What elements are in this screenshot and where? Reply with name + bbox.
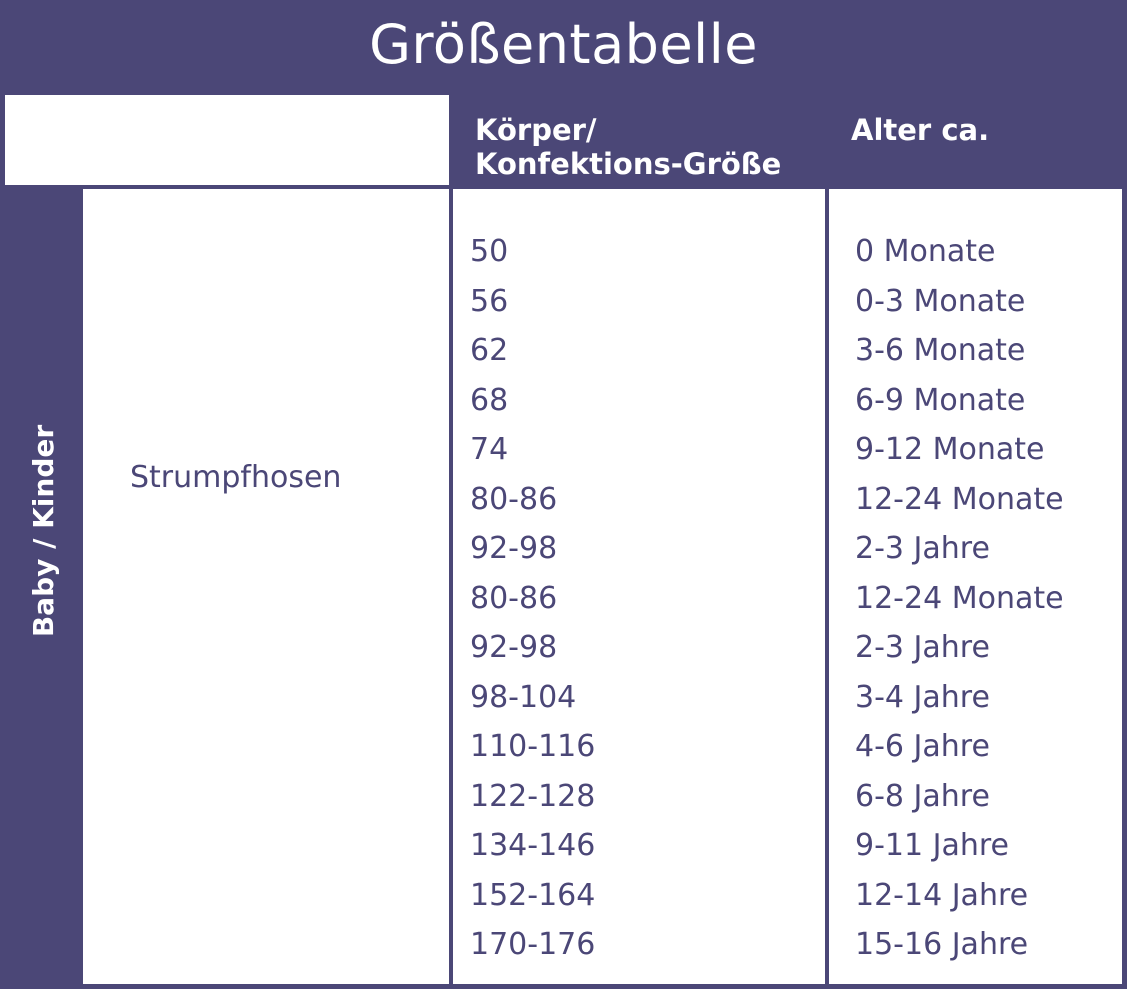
size-column [470, 227, 595, 970]
column-divider-right [825, 91, 829, 989]
page-title: Größentabelle [369, 13, 758, 76]
size-value: 122-128 [470, 778, 596, 814]
header-size-cell [453, 95, 825, 189]
column-divider-left [449, 91, 453, 989]
age-value: 2-3 Jahre [855, 531, 990, 566]
age-value: 3-6 Monate [855, 333, 1026, 368]
size-value: 92-98 [470, 630, 558, 665]
size-value: 80-86 [470, 481, 558, 517]
age-value: 9-12 Monate [855, 432, 1045, 467]
age-value: 9-11 Jahre [855, 828, 1009, 863]
size-value: 62 [470, 333, 509, 368]
size-value: 152-164 [470, 877, 596, 913]
age-value: 6-9 Monate [855, 382, 1026, 418]
size-value: 74 [470, 432, 509, 467]
age-value: 6-8 Jahre [855, 778, 990, 814]
size-value: 170-176 [470, 927, 596, 962]
size-value: 68 [470, 382, 509, 418]
age-value: 3-4 Jahre [855, 679, 990, 715]
header-size-label: Körper/ Konfektions-Größe [475, 113, 782, 181]
size-value: 80-86 [470, 580, 558, 616]
size-value: 134-146 [470, 828, 596, 863]
header-age-cell [829, 95, 1122, 189]
age-value: 0-3 Monate [855, 283, 1026, 319]
age-value: 12-24 Monate [855, 481, 1064, 517]
age-value: 2-3 Jahre [855, 630, 990, 665]
age-value: 0 Monate [855, 234, 996, 269]
group-band [5, 189, 83, 989]
product-label: Strumpfhosen [130, 460, 342, 495]
header-age-label: Alter ca. [851, 113, 990, 147]
size-value: 92-98 [470, 531, 558, 566]
size-value: 50 [470, 234, 509, 269]
title-bar [5, 5, 1122, 91]
group-label: Baby / Kinder [27, 424, 60, 638]
size-value: 98-104 [470, 679, 577, 715]
age-value: 15-16 Jahre [855, 927, 1029, 962]
age-value: 12-24 Monate [855, 580, 1064, 616]
size-value: 56 [470, 283, 509, 319]
size-value: 110-116 [470, 729, 596, 764]
age-value: 4-6 Jahre [855, 729, 990, 764]
age-value: 12-14 Jahre [855, 877, 1029, 913]
age-column [855, 227, 1064, 970]
